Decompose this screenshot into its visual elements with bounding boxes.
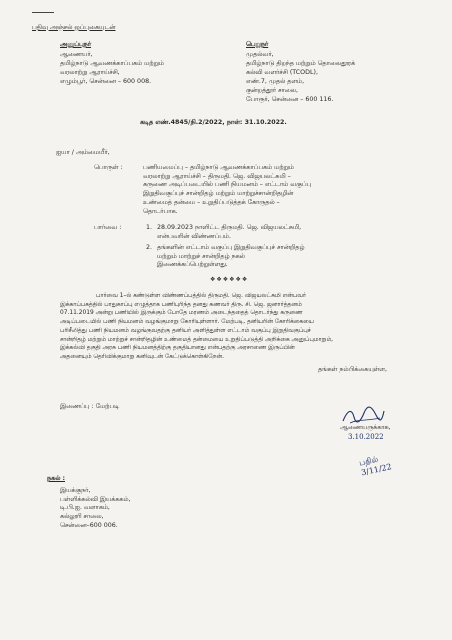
from-title: அனுப்புநர் <box>60 41 92 48</box>
signature-date: 3.10.2022 <box>348 433 384 441</box>
ref-number: 1. <box>146 224 153 231</box>
ref-item <box>157 224 301 241</box>
top-rule <box>32 12 54 13</box>
ref-line: 28.09.2023 நாளிட்ட திருமதி. ஜெ. விஜயலட்சுமி, <box>157 224 302 231</box>
body-line: 07.11.2019 அன்று பணியில் இருக்கும் போதே மரணம் அடைந்ததைத் தொடர்ந்து கருணை <box>60 310 303 317</box>
subject-label: பொருள் : <box>94 164 123 171</box>
registered-post-note: பதிவு அஞ்சல் ஒப்புகையுடன் <box>32 24 116 31</box>
body-line: பார்வை 1–ல் கண்டுள்ள விண்ணப்பத்தில் திருமதி. ஜெ. விஜயலட்சுமி என்பவர் <box>96 293 306 299</box>
copy-line: சென்னை–600 006. <box>60 521 118 529</box>
body-line: இக்காப்பகத்தில் பாதுகாப்பு எழுத்தாக பணிபுரிந்த தனது கணவர் திரு. சி. ஜெ. ஜனார்த்தனம் <box>60 301 302 308</box>
ref-line: இணைக்கப்பெற்றுள்ளது. <box>157 261 228 269</box>
section-divider: ❖❖❖❖❖❖ <box>210 276 249 283</box>
copy-line: கல்லூரி சாலை, <box>60 513 104 521</box>
from-line: எழும்பூர், சென்னை – 600 008. <box>60 78 152 85</box>
reference-line: கடித எண்.4845/நி.2/2022, நாள்: 31.10.2022. <box>140 119 287 126</box>
ref-line: மற்றும் மாற்றுச் சான்றிதழ் நகல் <box>157 252 245 260</box>
body-line: சான்றிதழ் மற்றும் மாற்றுச் சான்றிதழின் உண்மைத் தன்மையை உறுதிப்படுத்தி அறிக்கை அனுப்புமாறும், <box>60 336 334 343</box>
to-line: எண்.7, முதல் தளம், <box>246 78 305 85</box>
ref-number: 2. <box>146 244 153 251</box>
refs-label: பார்வை : <box>94 224 122 231</box>
body-text <box>60 292 333 362</box>
copy-line: இயக்குநர், <box>60 487 91 494</box>
enclosure: இணைப்பு : மேற்படி <box>60 403 120 410</box>
copy-line: டி.பி.ஐ. வளாகம், <box>60 504 110 512</box>
body-line: அதனையும் தெரிவிக்குமாறு கனிவுடன் கேட்டுக்கொள்கிறேன். <box>60 353 225 360</box>
closing: தங்கள் நம்பிக்கையுள்ள, <box>318 366 387 373</box>
subject-line: தொடர்பாக. <box>143 207 178 215</box>
to-line: போரூர், சென்னை – 600 116. <box>246 96 334 103</box>
subject-line: பணியமைப்பு – தமிழ்நாடு ஆவணக்காப்பகம் மற்றும் <box>143 164 294 171</box>
handwritten-note: பதில் 3/11/22 <box>358 454 393 478</box>
ref-item <box>157 244 304 270</box>
body-line: அடிப்படையில் பணி நியமனம் வழங்குமாறு கோரியுள்ளார். மேற்படி, தனியரின் கோரிக்கையை <box>60 319 314 326</box>
copy-line: பள்ளிக்கல்வி இயக்ககம், <box>60 495 131 503</box>
to-title: பெறுநர் <box>246 41 269 48</box>
body-line: பரிசீலித்து பணி நியமனம் வழங்குவதற்கு தனியர் அளித்துள்ள எட்டாம் வகுப்பு இறுதிவகுப்புச் <box>60 327 311 334</box>
subject-line: உண்மைத் தன்மை – உறுதிப்படுத்தக் கோருதல் – <box>143 198 280 206</box>
subject-line: கருணை அடிப்படையில் பணி நியமனம் – எட்டாம் வகுப்பு <box>143 181 312 189</box>
to-line: கல்வி வளர்ச்சி (TCODL), <box>246 69 318 76</box>
subject-text <box>143 164 311 216</box>
to-line: தமிழ்நாடு திறந்த மற்றும் தொலைதூரக் <box>246 60 355 67</box>
subject-line: இறுதிவகுப்புச் சான்றிதழ் மற்றும் மாற்றுச்சான்றிதழின் <box>143 190 294 198</box>
subject-line: வரலாற்று ஆராய்ச்சி – திருமதி. ஜெ. விஜயலட்சுமி – <box>143 172 291 180</box>
from-line: ஆணையர், <box>60 51 93 58</box>
to-line: குன்றத்தூர் சாலை, <box>246 87 298 94</box>
ref-line: தங்களின் எட்டாம் வகுப்பு இறுதிவகுப்புச் சான்றிதழ் <box>157 244 305 251</box>
copy-block <box>60 487 130 531</box>
body-line: இக்கல்வி தகுதி அரசு பணி நியமனத்திற்கு தகுதியானது என்பதற்கு அரசாணை இருப்பின் <box>60 345 295 352</box>
from-line: வரலாற்று ஆராய்ச்சி, <box>60 69 120 76</box>
to-line: முதல்வர், <box>246 51 274 58</box>
copy-label: நகல் : <box>47 475 66 482</box>
salutation: ஐயா / அம்மையீர், <box>56 149 110 156</box>
ref-line: என்பவரின் விண்ணப்பம். <box>157 232 232 240</box>
signatory-label: ஆணையருக்காக, <box>340 424 391 431</box>
from-line: தமிழ்நாடு ஆவணக்காப்பகம் மற்றும் <box>60 60 164 67</box>
